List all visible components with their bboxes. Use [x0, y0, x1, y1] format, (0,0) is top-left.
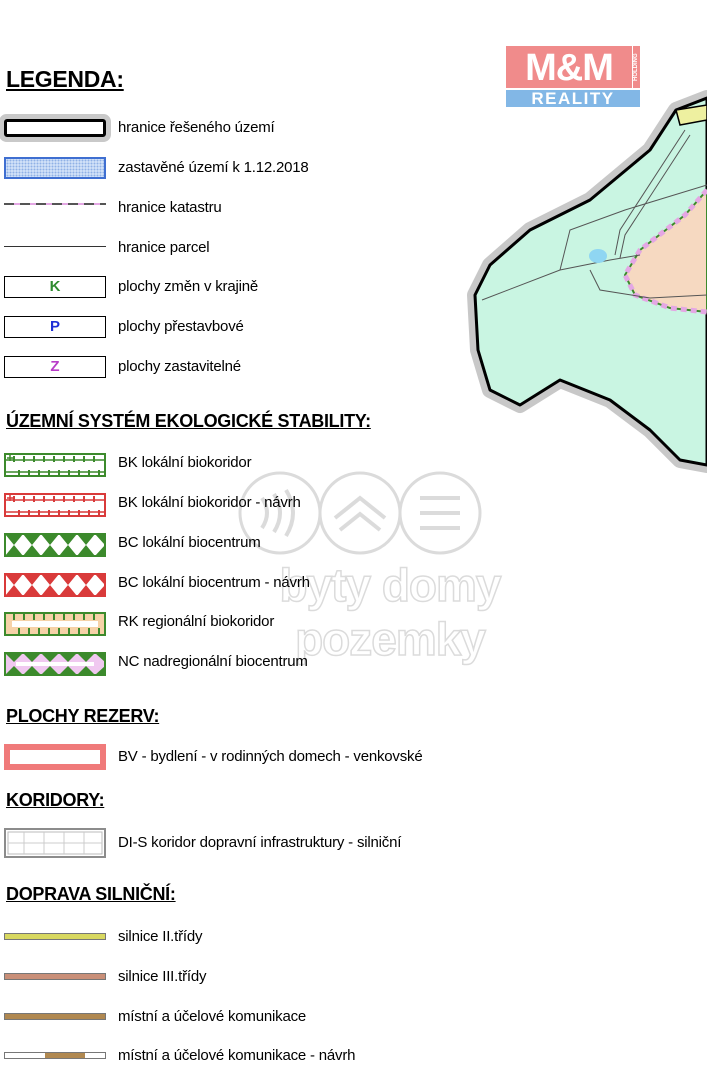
logo-side-text: HOLDING	[633, 46, 640, 88]
legend-item-p	[0, 314, 470, 340]
corridors-item-label: DI-S koridor dopravní infrastruktury - silniční	[118, 834, 402, 851]
legend-title: LEGENDA:	[6, 66, 124, 92]
reserves-item-bv	[0, 744, 470, 770]
built-area-symbol	[4, 157, 106, 179]
bk-proposal-symbol	[4, 492, 106, 518]
roads-item-label: místní a účelové komunikace	[118, 1008, 307, 1025]
parcel-line-symbol	[4, 246, 106, 247]
roads-item-label: silnice III.třídy	[118, 968, 207, 985]
roads-item-local-proposal	[0, 1043, 470, 1069]
uses-item-label: BC lokální biocentrum - návrh	[118, 574, 310, 591]
uses-item-bk-proposal	[0, 490, 470, 516]
bc-symbol	[4, 532, 106, 558]
bc-proposal-symbol	[4, 572, 106, 598]
legend-item-built-area	[0, 155, 470, 181]
map-fragment	[440, 90, 707, 480]
cadastre-line-symbol	[4, 203, 106, 205]
roads-item-label: silnice II.třídy	[118, 928, 203, 945]
rk-symbol	[4, 611, 106, 637]
road-class3-symbol	[4, 973, 106, 980]
legend-item-label: hranice parcel	[118, 239, 210, 256]
legend-item-k	[0, 274, 470, 300]
uses-item-label: NC nadregionální biocentrum	[118, 653, 308, 670]
roads-item-local	[0, 1004, 470, 1030]
corridors-title: KORIDORY:	[6, 790, 105, 810]
reserves-title: PLOCHY REZERV:	[6, 706, 160, 726]
uses-item-bc-proposal	[0, 570, 470, 596]
roads-item-class3	[0, 964, 470, 990]
uses-item-label: BK lokální biokoridor - návrh	[118, 494, 301, 511]
roads-item-label: místní a účelové komunikace - návrh	[118, 1047, 356, 1064]
roads-title: DOPRAVA SILNIČNÍ:	[6, 884, 176, 904]
legend-item-label: hranice katastru	[118, 199, 222, 216]
legend-item-parcel	[0, 235, 470, 261]
corridor-symbol	[4, 828, 106, 858]
uses-item-nc	[0, 649, 470, 675]
legend-item-z	[0, 354, 470, 380]
bk-symbol	[4, 452, 106, 478]
logo-top-text: M&M	[506, 46, 632, 88]
code-box-p: P	[4, 316, 106, 338]
road-local-proposal-symbol	[4, 1052, 106, 1059]
legend-item-label: plochy zastavitelné	[118, 358, 241, 375]
uses-item-label: RK regionální biokoridor	[118, 613, 275, 630]
reserves-item-label: BV - bydlení - v rodinných domech - venkovské	[118, 748, 423, 765]
legend-item-label: plochy změn v krajině	[118, 278, 259, 295]
legend-item-cadastre	[0, 195, 470, 221]
reserve-symbol	[4, 744, 106, 770]
uses-title: ÚZEMNÍ SYSTÉM EKOLOGICKÉ STABILITY:	[6, 411, 371, 431]
uses-item-bc	[0, 530, 470, 556]
code-box-z: Z	[4, 356, 106, 378]
corridors-item-dis	[0, 828, 470, 854]
road-class2-symbol	[4, 933, 106, 940]
uses-item-bk	[0, 450, 470, 476]
roads-item-class2	[0, 924, 470, 950]
uses-item-label: BC lokální biocentrum	[118, 534, 261, 551]
road-local-symbol	[4, 1013, 106, 1020]
boundary-symbol	[4, 119, 106, 137]
uses-item-label: BK lokální biokoridor	[118, 454, 252, 471]
legend-item-boundary	[0, 115, 470, 141]
legend-item-label: hranice řešeného území	[118, 119, 275, 136]
code-box-k: K	[4, 276, 106, 298]
nc-symbol	[4, 651, 106, 677]
legend-item-label: zastavěné území k 1.12.2018	[118, 159, 309, 176]
watermark-text: byty domy pozemky	[279, 559, 501, 665]
legend-item-label: plochy přestavbové	[118, 318, 244, 335]
uses-item-rk	[0, 609, 470, 635]
logo-bottom-text: REALITY	[506, 90, 640, 107]
